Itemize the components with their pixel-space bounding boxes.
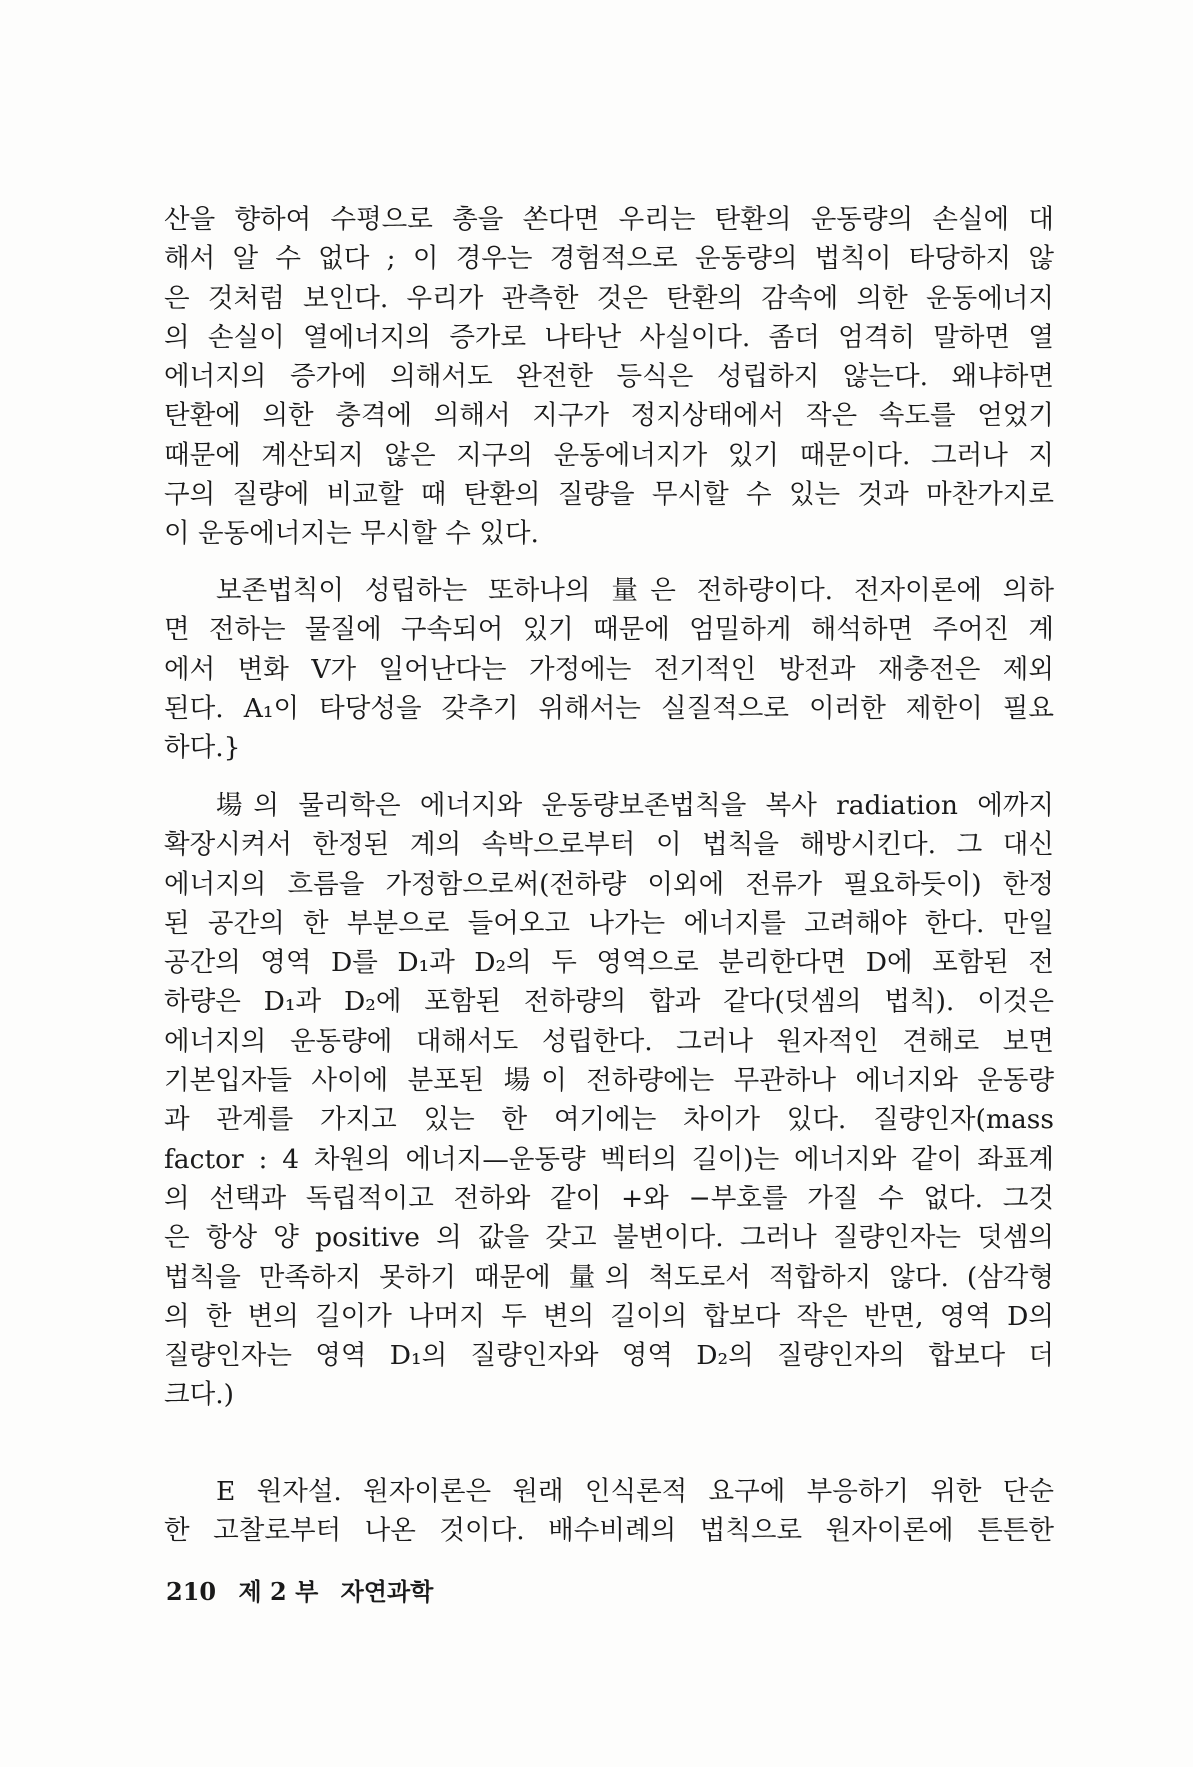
text-line: 공간의 영역 D를 D₁과 D₂의 두 영역으로 분리한다면 D에 포함된 전 <box>164 947 1054 979</box>
text-line: 하량은 D₁과 D₂에 포함된 전하량의 합과 같다(덧셈의 법칙). 이것은 <box>164 986 1054 1018</box>
page-footer <box>166 1572 433 1607</box>
text-line: 구의 질량에 비교할 때 탄환의 질량을 무시할 수 있는 것과 마찬가지로 <box>164 479 1054 511</box>
text-line: 탄환에 의한 충격에 의해서 지구가 정지상태에서 작은 속도를 얻었기 <box>164 400 1054 432</box>
text-line: 에너지의 증가에 의해서도 완전한 등식은 성립하지 않는다. 왜냐하면 <box>164 361 1054 393</box>
text-line: 에너지의 흐름을 가정함으로써(전하량 이외에 전류가 필요하듯이) 한정 <box>164 868 1054 900</box>
text-line: 보존법칙이 성립하는 또하나의 量은 전하량이다. 전자이론에 의하 <box>216 575 1054 606</box>
text-line: 된다. A₁이 타당성을 갖추기 위해서는 실질적으로 이러한 제한이 필요 <box>164 692 1054 724</box>
text-line: 하다.} <box>164 732 241 764</box>
text-line: 때문에 계산되지 않은 지구의 운동에너지가 있기 때문이다. 그러나 지 <box>164 439 1054 471</box>
text-line: 된 공간의 한 부분으로 들어오고 나가는 에너지를 고려해야 한다. 만일 <box>164 907 1054 939</box>
text-line: 場의 물리학은 에너지와 운동량보존법칙을 복사 radiation 에까지 <box>216 790 1054 821</box>
text-line: 의 한 변의 길이가 나머지 두 변의 길이의 합보다 작은 반면, 영역 D의 <box>164 1300 1054 1332</box>
text-line: 면 전하는 물질에 구속되어 있기 때문에 엄밀하게 해석하면 주어진 계 <box>164 614 1054 646</box>
text-line: 해서 알 수 없다 ; 이 경우는 경험적으로 운동량의 법칙이 타당하지 않 <box>164 243 1054 275</box>
text-line: 은 것처럼 보인다. 우리가 관측한 것은 탄환의 감속에 의한 운동에너지 <box>164 282 1054 314</box>
page-number: 210 <box>166 1577 217 1606</box>
section-label: 자연과학 <box>340 1577 434 1606</box>
text-line: 에서 변화 V가 일어난다는 가정에는 전기적인 방전과 재충전은 제외 <box>164 653 1054 685</box>
paragraph-field-physics <box>164 786 1054 1415</box>
paragraph-atomism <box>164 1472 1054 1551</box>
text-line: 산을 향하여 수평으로 총을 쏜다면 우리는 탄환의 운동량의 손실에 대 <box>164 204 1054 235</box>
text-line: 한 고찰로부터 나온 것이다. 배수비례의 법칙으로 원자이론에 튼튼한 <box>164 1515 1054 1547</box>
text-line: 이 운동에너지는 무시할 수 있다. <box>164 518 539 550</box>
text-line: 의 손실이 열에너지의 증가로 나타난 사실이다. 좀더 엄격히 말하면 열 <box>164 321 1054 353</box>
paragraph-bullet-momentum <box>164 200 1054 554</box>
text-line: 의 선택과 독립적이고 전하와 같이 +와 −부호를 가질 수 없다. 그것 <box>164 1182 1054 1214</box>
text-line: 기본입자들 사이에 분포된 場이 전하량에는 무관하나 에너지와 운동량 <box>164 1065 1054 1097</box>
part-label: 제 2 부 <box>238 1577 319 1606</box>
text-line: E 원자설. 원자이론은 원래 인식론적 요구에 부응하기 위한 단순 <box>216 1476 1054 1507</box>
text-line: 법칙을 만족하지 못하기 때문에 量의 척도로서 적합하지 않다. (삼각형 <box>164 1261 1054 1293</box>
text-line: 과 관계를 가지고 있는 한 여기에는 차이가 있다. 질량인자(mass <box>164 1104 1054 1136</box>
text-line: 에너지의 운동량에 대해서도 성립한다. 그러나 원자적인 견해로 보면 <box>164 1025 1054 1057</box>
text-line: factor : 4 차원의 에너지—운동량 벡터의 길이)는 에너지와 같이 좌표계 <box>164 1143 1054 1175</box>
paragraph-charge-conservation <box>164 571 1054 767</box>
text-line: 크다.) <box>164 1379 234 1411</box>
text-line: 은 항상 양 positive 의 값을 갖고 불변이다. 그러나 질량인자는 덧셈의 <box>164 1222 1054 1254</box>
text-line: 질량인자는 영역 D₁의 질량인자와 영역 D₂의 질량인자의 합보다 더 <box>164 1340 1054 1372</box>
text-line: 확장시켜서 한정된 계의 속박으로부터 이 법칙을 해방시킨다. 그 대신 <box>164 829 1054 861</box>
